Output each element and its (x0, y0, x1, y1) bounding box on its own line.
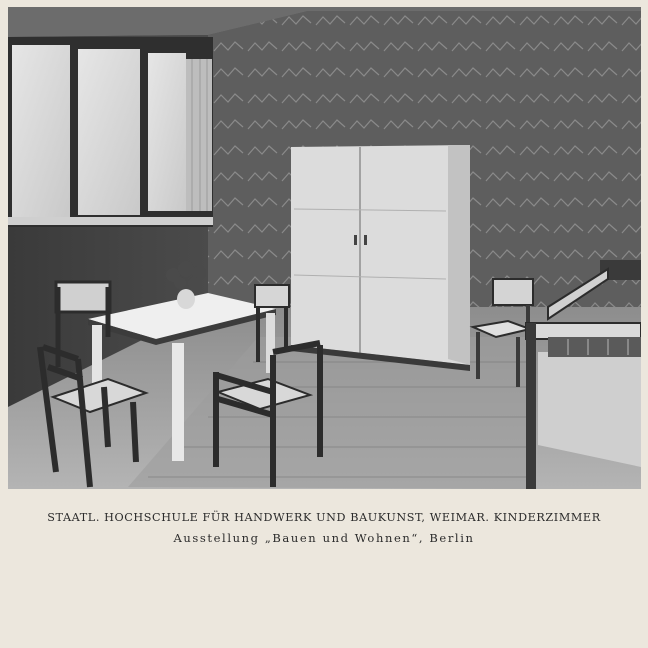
caption-subtitle: Ausstellung „Bauen und Wohnen“, Berlin (173, 531, 475, 545)
photo-illustration (8, 7, 641, 489)
window (8, 37, 213, 227)
room-photograph (8, 7, 641, 489)
wardrobe (291, 145, 470, 371)
caption-title: STAATL. HOCHSCHULE FÜR HANDWERK UND BAUKUNST, WEIMAR. KINDERZIMMER (47, 511, 601, 524)
